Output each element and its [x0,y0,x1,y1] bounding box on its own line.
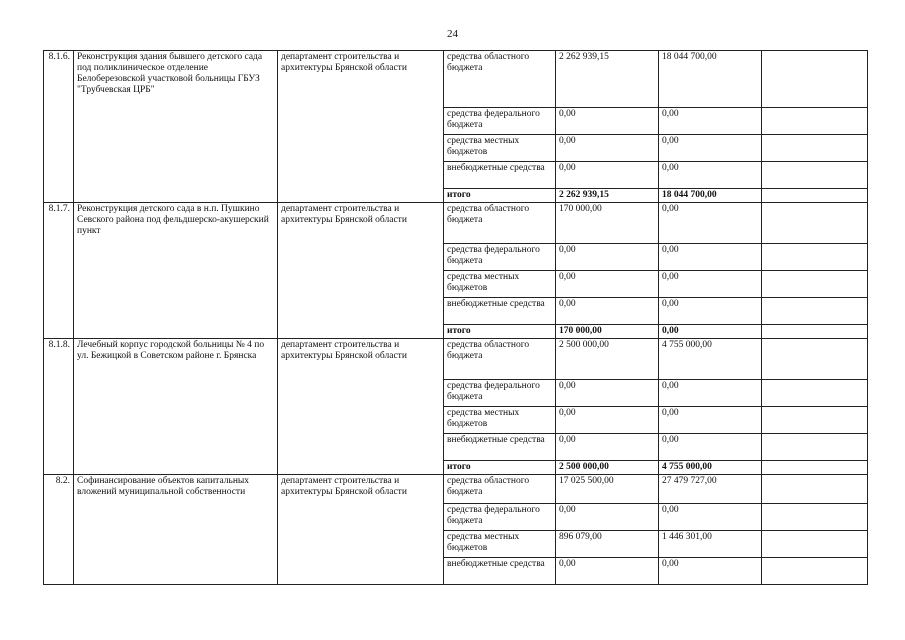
value-2: 0,00 [659,135,762,162]
funding-source: средства федерального бюджета [444,380,556,407]
value-2: 0,00 [659,558,762,585]
funding-source: средства областного бюджета [444,475,556,504]
value-1: 17 025 500,00 [556,475,659,504]
empty-cell [762,380,868,407]
funding-source: итого [444,189,556,203]
item-name: Лечебный корпус городской больницы № 4 по ул. Бежицкой в Советском районе г. Брянска [74,339,278,475]
empty-cell [762,339,868,380]
value-1: 0,00 [556,298,659,325]
value-2: 0,00 [659,244,762,271]
item-name: Реконструкция здания бывшего детского сада под поликлиническое отделение Белоберезовской участковой больницы ГБУЗ "Трубчевская ЦРБ" [74,51,278,203]
page-number: 24 [447,28,458,40]
empty-cell [762,162,868,189]
item-name: Реконструкция детского сада в н.п. Пушкино Севского района под фельдшерско-акушерский пункт [74,203,278,339]
empty-cell [762,558,868,585]
table-row [44,339,868,380]
value-1: 170 000,00 [556,325,659,339]
empty-cell [762,271,868,298]
table-row [44,475,868,504]
empty-cell [762,504,868,531]
funding-source: внебюджетные средства [444,162,556,189]
value-2: 18 044 700,00 [659,51,762,108]
value-1: 0,00 [556,108,659,135]
empty-cell [762,298,868,325]
value-1: 0,00 [556,407,659,434]
value-1: 896 079,00 [556,531,659,558]
executor: департамент строительства и архитектуры Брянской области [278,339,444,475]
item-number: 8.1.8. [44,339,74,475]
empty-cell [762,135,868,162]
funding-source: итого [444,325,556,339]
executor: департамент строительства и архитектуры Брянской области [278,203,444,339]
funding-source: итого [444,461,556,475]
empty-cell [762,531,868,558]
funding-source: средства областного бюджета [444,51,556,108]
empty-cell [762,51,868,108]
funding-source: средства местных бюджетов [444,135,556,162]
value-2: 0,00 [659,271,762,298]
funding-source: средства местных бюджетов [444,271,556,298]
funding-source: средства федерального бюджета [444,244,556,271]
value-1: 0,00 [556,271,659,298]
value-1: 0,00 [556,135,659,162]
empty-cell [762,189,868,203]
funding-table [43,50,868,585]
funding-source: средства местных бюджетов [444,407,556,434]
table-row [44,51,868,108]
value-1: 2 262 939,15 [556,189,659,203]
funding-source: средства федерального бюджета [444,108,556,135]
empty-cell [762,325,868,339]
value-2: 27 479 727,00 [659,475,762,504]
value-1: 0,00 [556,558,659,585]
funding-source: средства федерального бюджета [444,504,556,531]
value-2: 0,00 [659,108,762,135]
empty-cell [762,461,868,475]
value-1: 0,00 [556,162,659,189]
table-row [44,203,868,244]
item-name: Софинансирование объектов капитальных вложений муниципальной собственности [74,475,278,585]
value-2: 0,00 [659,203,762,244]
empty-cell [762,407,868,434]
funding-source: средства местных бюджетов [444,531,556,558]
empty-cell [762,475,868,504]
executor: департамент строительства и архитектуры Брянской области [278,51,444,203]
empty-cell [762,434,868,461]
value-1: 0,00 [556,434,659,461]
value-2: 4 755 000,00 [659,339,762,380]
value-2: 0,00 [659,407,762,434]
value-1: 0,00 [556,504,659,531]
empty-cell [762,108,868,135]
value-1: 170 000,00 [556,203,659,244]
value-1: 0,00 [556,380,659,407]
empty-cell [762,244,868,271]
value-2: 0,00 [659,380,762,407]
value-2: 4 755 000,00 [659,461,762,475]
funding-source: внебюджетные средства [444,298,556,325]
value-1: 2 500 000,00 [556,461,659,475]
item-number: 8.1.7. [44,203,74,339]
value-2: 0,00 [659,434,762,461]
funding-source: средства областного бюджета [444,339,556,380]
value-2: 0,00 [659,298,762,325]
executor: департамент строительства и архитектуры Брянской области [278,475,444,585]
item-number: 8.2. [44,475,74,585]
value-2: 18 044 700,00 [659,189,762,203]
value-1: 2 262 939,15 [556,51,659,108]
value-1: 2 500 000,00 [556,339,659,380]
value-2: 0,00 [659,325,762,339]
funding-source: внебюджетные средства [444,558,556,585]
value-2: 1 446 301,00 [659,531,762,558]
value-2: 0,00 [659,504,762,531]
funding-source: внебюджетные средства [444,434,556,461]
value-2: 0,00 [659,162,762,189]
funding-source: средства областного бюджета [444,203,556,244]
item-number: 8.1.6. [44,51,74,203]
value-1: 0,00 [556,244,659,271]
empty-cell [762,203,868,244]
